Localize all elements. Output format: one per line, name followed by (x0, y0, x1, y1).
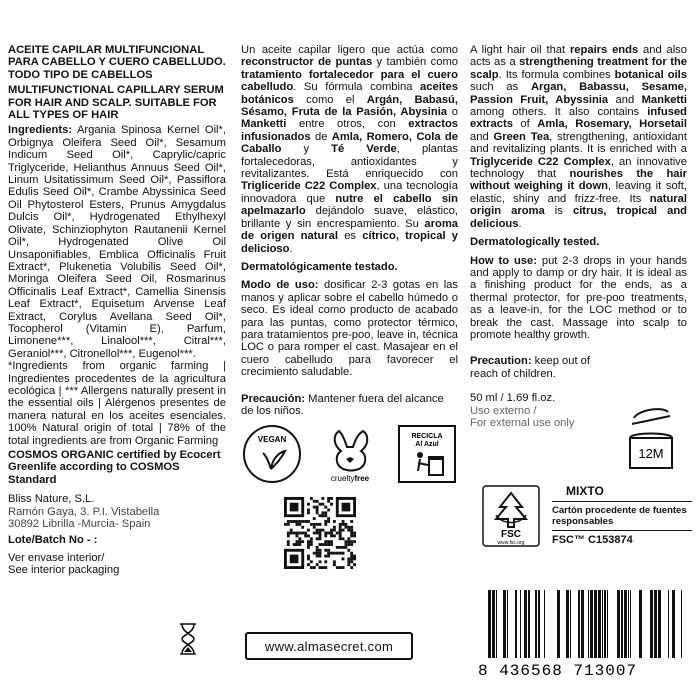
barcode-bar (604, 590, 606, 658)
usage-es: Modo de uso: dosificar 2-3 gotas en las manos y aplicar sobre el cabello húmedo o seco. Es ideal como producto de acabado para las puntas, como protector térmico, para tratamientos pre-poo, leave in, técnica LOC o para romper el cast. Masajear en el cuero cabelludo para favorecer el crecimiento saludable. (241, 279, 458, 379)
svg-text:VEGAN: VEGAN (257, 435, 287, 444)
svg-text:12M: 12M (638, 446, 664, 461)
barcode-bar (650, 590, 653, 658)
barcode-bar (681, 590, 682, 658)
open-jar-pao-icon (626, 402, 676, 472)
fsc-label (482, 485, 692, 565)
barcode-bar (624, 590, 627, 658)
barcode-bar (496, 590, 497, 658)
dermatological-tested-en: Dermatologically tested. (470, 236, 600, 249)
usage-label-es: Modo de uso: (241, 279, 319, 292)
batch-label: Lote/Batch No - : (8, 534, 98, 547)
external-use-es: Uso externo / (470, 404, 537, 417)
fsc-description: Cartón procedente de fuentes responsables (552, 505, 687, 527)
barcode-bar (621, 590, 623, 658)
barcode-bar (570, 590, 571, 658)
cosmos-certification: COSMOS ORGANIC certified by Ecocert Greenlife according to COSMOS Standard (8, 449, 221, 486)
company-name: Bliss Nature, S.L. (8, 493, 95, 506)
interior-packaging-en: See interior packaging (8, 564, 120, 577)
vegan-icon (241, 423, 303, 485)
description-es: Un aceite capilar ligero que actúa como reconstructor de puntas y también como tratamiento fortalecedor para el cuero cabelludo. Su fórmula combina aceites botánicos como el Argán, Babasú, Sésamo, Fruta de la Pasión, Abysinia o Manketti entre otros, con extractos infusionados de Amla, Romero, Cola de Caballo y Té Verde, plantas fortalecedoras, antioxidantes y revitalizantes. Está enriquecido con Trigliceride C22 Complex, una tecnología innovadora que nutre el cabello sin apelmazarlo dejándolo suave, elástico, brillante y sin encrespamiento. Su aroma de origen natural es cítrico, tropical y delicioso. (241, 44, 459, 255)
barcode-bar (492, 590, 495, 658)
barcode-bar (598, 590, 601, 658)
address-line-1: Ramón Gaya, 3. P.I. Vistabella (8, 505, 160, 518)
barcode-bar (544, 590, 545, 658)
barcode-bar (515, 590, 517, 658)
certification-icons (241, 423, 458, 483)
right-column (470, 44, 687, 429)
svg-text:Al Azul: Al Azul (415, 441, 439, 448)
barcode-bar (507, 590, 508, 658)
fsc-code: FSC™ C153874 (552, 534, 633, 546)
barcode-bar (578, 590, 580, 658)
barcode-bar (557, 590, 560, 658)
ingredients-text: Argania Spinosa Kernel Oil*, Orbignya Oleifera Seed Oil*, Sesamum Indicum Seed Oil*, Caprylic/capric Triglyceride, Helianthus Annuus Seed Oil*, Linum Usitatissimum Seed Oil*, Passiflora Edulis Seed Oil*, Crambe Abyssinica Seed Oil Phytosterol Esters, Prunus Amygdalus Dulcis Oil*, Hydrogenated Ethylhexyl Olivate, Schinziophyton Rautanenii Kernel Oil*, Hydrogenated Olive Oil Unsaponifiables, Emblica Officinalis Fruit Extract*, Plukenetia Volubilis Seed Oil*, Moringa Oleifera Seed Oil, Rosmarinus Officinalis Leaf Extract*, Camellia Sinensis Leaf Extract*, Equisetum Arvense Leaf Extract, Corylus Avellana Seed Oil*, Tocopherol (Vitamin E), Parfum, Limonene***, Linalool***, Citral***, Geraniol***, Citronellol***, Eugenol***. (8, 124, 226, 360)
svg-text:8 436568 713007: 8 436568 713007 (478, 662, 638, 680)
volume: 50 ml / 1.69 fl.oz. (470, 392, 556, 405)
interior-packaging-es: Ver envase interior/ (8, 551, 105, 564)
barcode-bar (628, 590, 629, 658)
barcode-bar (520, 590, 521, 658)
title-english: MULTIFUNCTIONAL CAPILLARY SERUM FOR HAIR AND SCALP. SUITABLE FOR ALL TYPES OF HAIR (8, 84, 224, 122)
organic-note: *Ingredients from organic farming | Ingredientes procedentes de la agricultura ecológica | *** Allergens naturally present in the essential oils | Alérgenos presentes de manera natural en los aceites esenciales. 100% Natural origin of total | 78% of the total ingredients are from Organic Farming (8, 360, 226, 447)
barcode-bar (658, 590, 661, 658)
barcode-bar (654, 590, 657, 658)
barcode-bar (535, 590, 537, 658)
barcode-bar (639, 590, 642, 658)
barcode-bar (630, 590, 631, 658)
dermatological-tested-es: Dermatológicamente testado. (241, 260, 398, 273)
title-spanish: ACEITE CAPILAR MULTIFUNCIONAL PARA CABELLO Y CUERO CABELLUDO. TODO TIPO DE CABELLOS (8, 44, 226, 81)
barcode-bar (617, 590, 620, 658)
cruelty-free-bunny-icon (319, 423, 381, 485)
fsc-tree-icon (482, 485, 540, 547)
barcode-bar (581, 590, 584, 658)
description-en: A light hair oil that repairs ends and also acts as a strengthening treatment for the scalp. Its formula combines botanical oils such as Argan, Babassu, Sesame, Passion Fruit, Abyssinia and Manketti among others. It also contains infused extracts of Amla, Rosemary, Horsetail and Green Tea, strengthening, antioxidant and revitalizing plants. It is enriched with a Triglyceride C22 Complex, an innovative technology that nourishes the hair without weighing it down, leaving it soft, elastic, shiny and frizz-free. Its natural origin aroma is citrus, tropical and delicious. (470, 44, 688, 230)
barcode-bar (607, 590, 608, 658)
barcode-bar (566, 590, 569, 658)
barcode-bar (668, 590, 669, 658)
qr-code[interactable] (284, 497, 356, 569)
svg-text:RECICLA: RECICLA (411, 433, 443, 440)
external-use-en: For external use only (470, 416, 575, 429)
middle-column (241, 44, 458, 417)
barcode-bar (503, 590, 506, 658)
usage-en: How to use: put 2-3 drops in your hands and apply to damp or dry hair. It is ideal as a finishing product for the ends, as a thermal protector, for pre-poo treatments, as a leave-in, for the LOC method or to break the cast. Massage into scalp to promote healthy growth. (470, 254, 687, 341)
barcode-bar (488, 590, 491, 658)
barcode-bar (602, 590, 603, 658)
barcode-bar (538, 590, 540, 658)
left-column (8, 44, 226, 577)
barcode-bar (672, 590, 675, 658)
barcode-bar (588, 590, 589, 658)
barcode-bar (524, 590, 527, 658)
fsc-mix: MIXTO (566, 484, 604, 498)
warning-en: Precaution: keep out of reach of children. (470, 355, 591, 380)
ingredients-label: Ingredients: (8, 124, 73, 137)
recycle-bin-icon (396, 423, 458, 485)
barcode-bar (528, 590, 530, 658)
usage-label-en: How to use: (470, 254, 537, 267)
svg-text:www.fsc.org: www.fsc.org (497, 540, 525, 546)
ingredients-block (8, 124, 226, 360)
barcode-bar (594, 590, 597, 658)
svg-text:FSC: FSC (501, 529, 521, 540)
address-line-2: 30892 Librilla -Murcia- Spain (8, 518, 151, 531)
barcode-bar (590, 590, 593, 658)
hourglass-icon (178, 623, 198, 655)
barcode (478, 590, 690, 680)
svg-text:crueltyfree: crueltyfree (330, 474, 369, 483)
website-url[interactable]: www.almasecret.com (245, 632, 413, 660)
warning-es: Precaución: Mantener fuera del alcance de los niños. (241, 392, 444, 417)
